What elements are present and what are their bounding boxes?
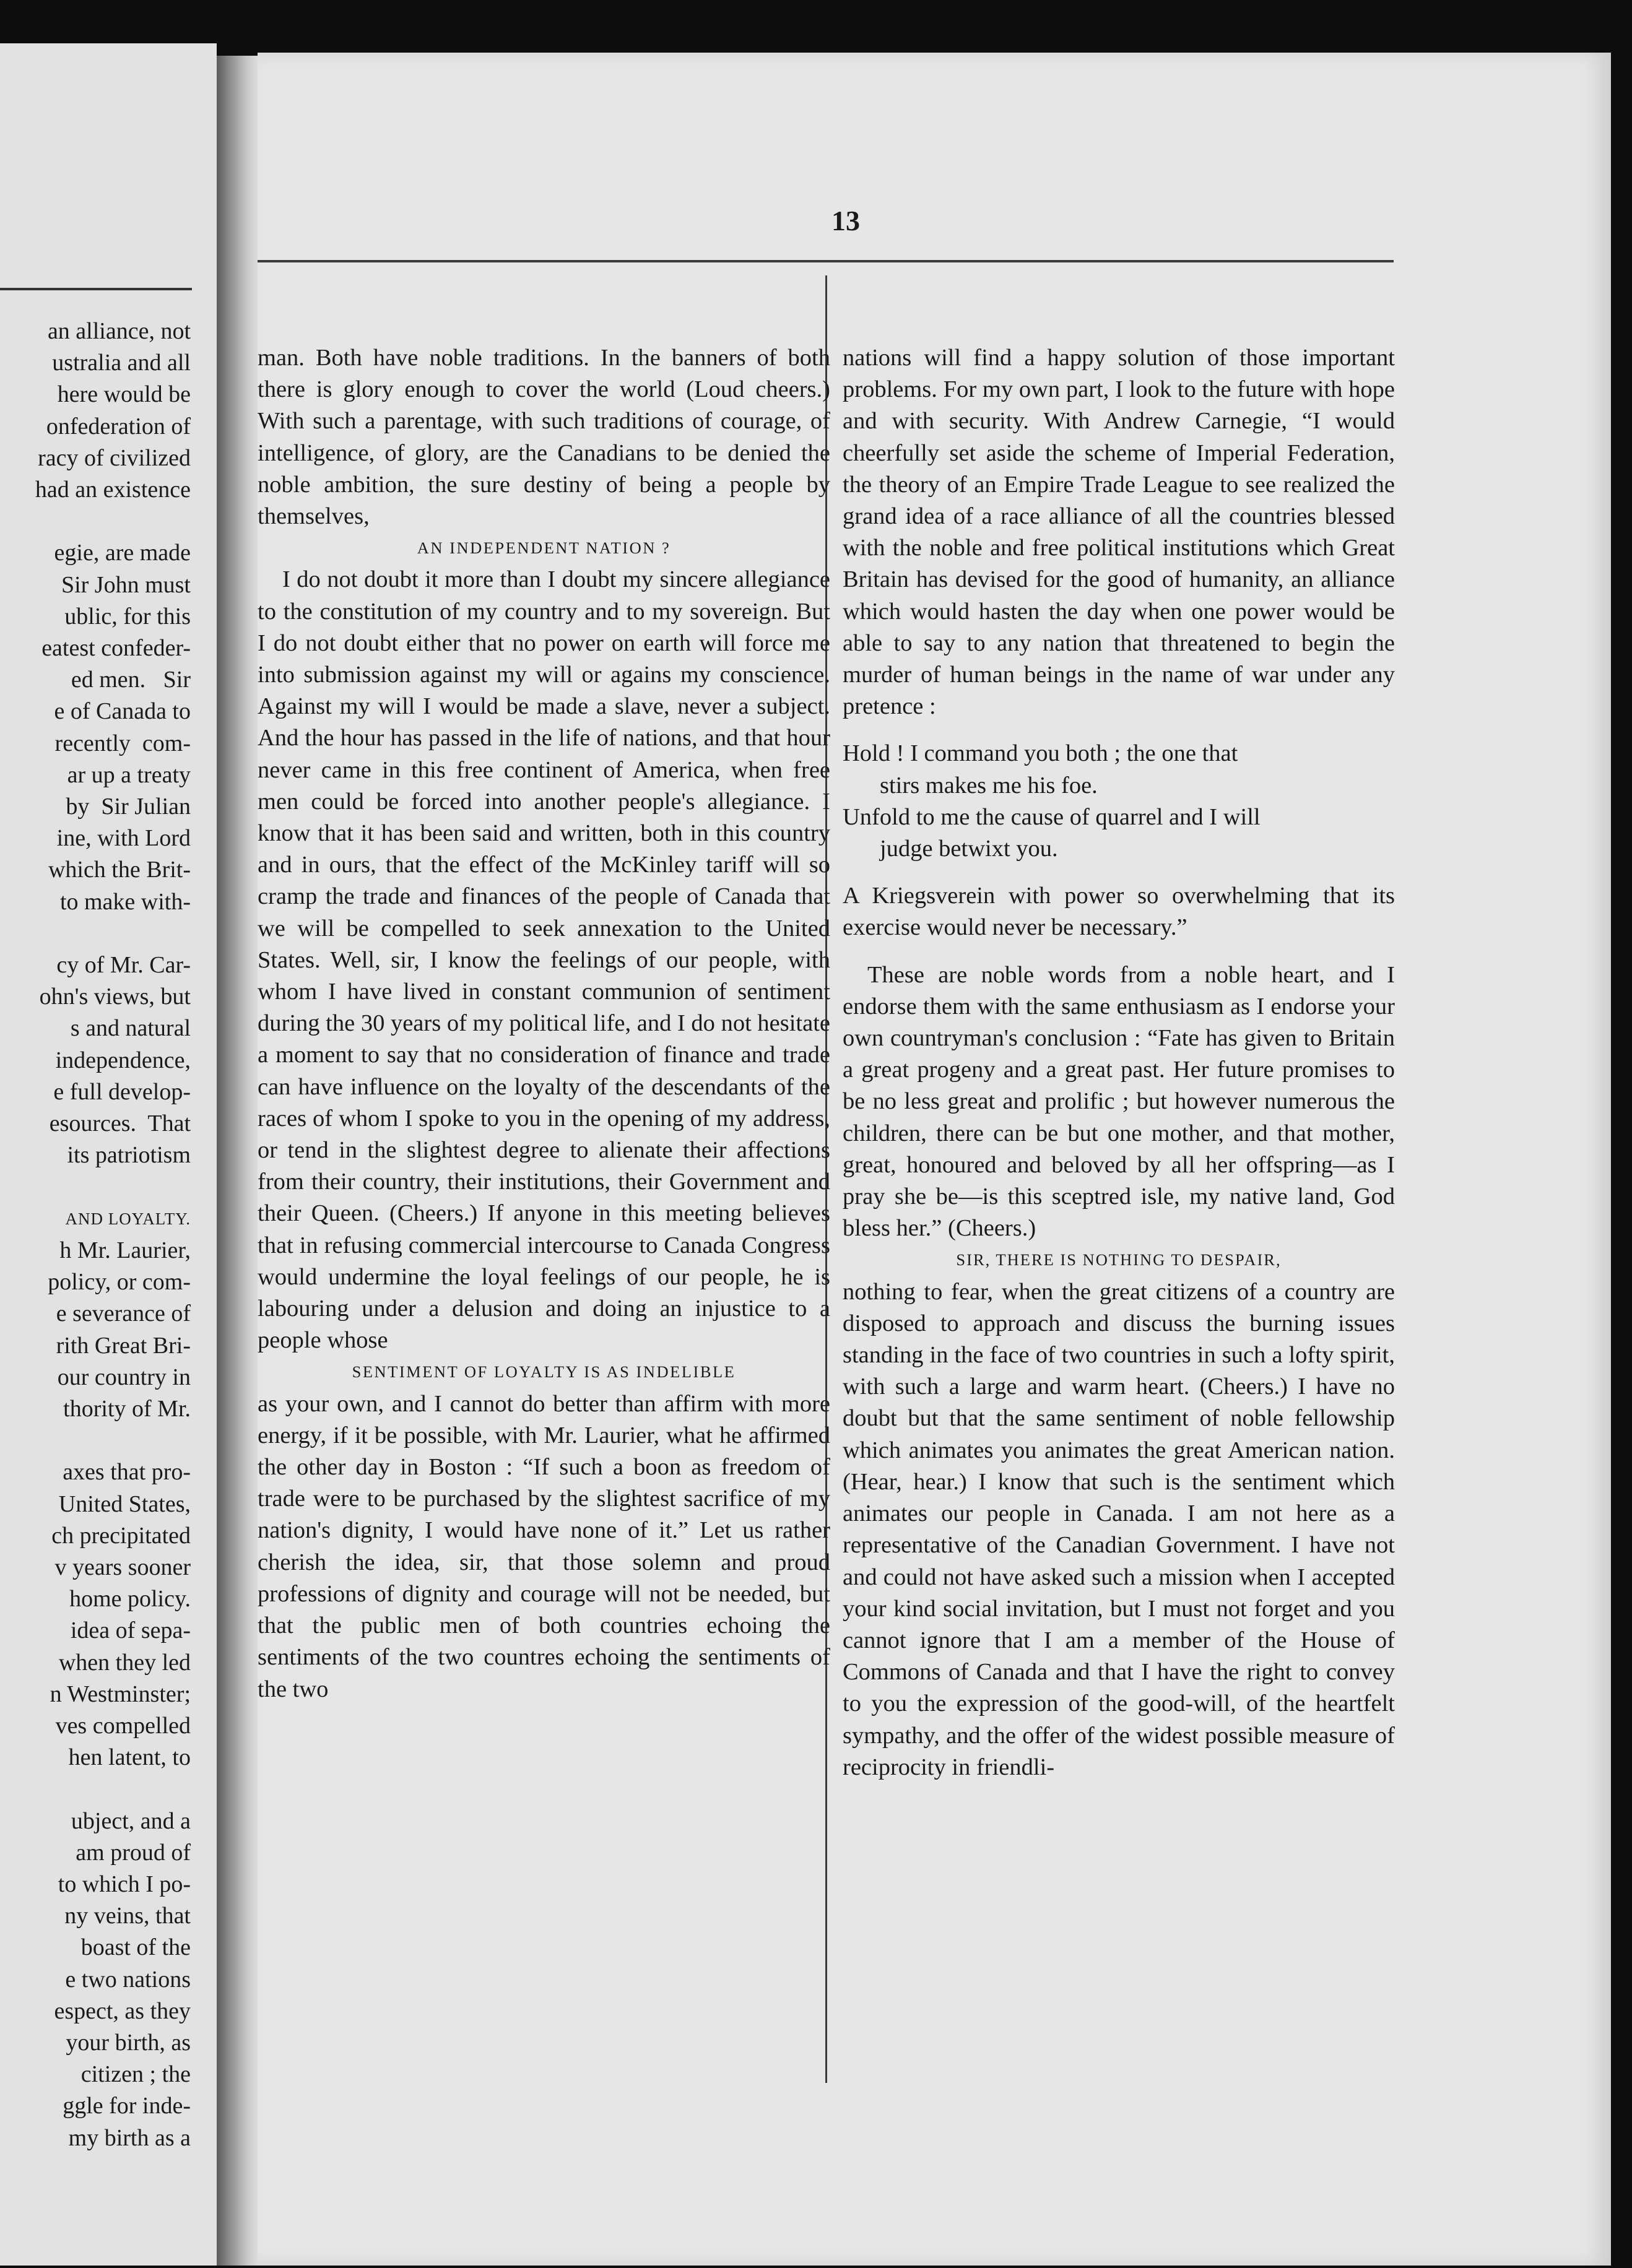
paragraph: These are noble words from a noble heart, and I endorse them with the same enthusiasm as I endorse your own countryman's conclusion : “Fate has given to Britain a great progeny and a great past. Her future promises to be no less great and prolific ; but however numerous the children, there can be but one mother, and that mother, great, honoured and beloved by all her offspring—as I pray she be—is this sceptred isle, my native land, God bless her.” (Cheers.) [843,961,1395,1242]
previous-page-line: to which I po- [58,1871,191,1897]
previous-page-line: my birth as a [68,2124,191,2151]
previous-page-line: our country in [57,1364,191,1390]
previous-page-line: AND LOYALTY. [65,1209,191,1228]
previous-page-line: independence, [55,1047,191,1073]
previous-page-line: rith Great Bri- [56,1332,191,1359]
previous-page-line [0,1171,191,1203]
previous-page-line: an alliance, not [47,318,191,344]
previous-page-line [0,918,191,950]
previous-page-line: home policy. [69,1586,191,1612]
previous-page-line: your birth, as [66,2029,191,2056]
previous-page-line: axes that pro- [63,1459,191,1486]
previous-page-line: ustralia and all [52,350,191,376]
verse-line: judge betwixt you. [880,836,1058,862]
verse-line: stirs makes me his foe. [880,772,1098,799]
header-rule [258,260,1394,262]
paragraph: A Kriegsverein with power so overwhelming that its exercise would never be necessary.” [843,883,1395,941]
previous-page-line: thority of Mr. [63,1395,191,1422]
right-column [843,342,1395,1783]
previous-page-line: onfederation of [46,413,191,439]
previous-page-line: its patriotism [67,1142,191,1169]
paragraph: nations will find a happy solution of those important problems. For my own part, I look to the future with hope and with security. With Andrew Carnegie, “I would cheerfully set aside the scheme of Imperial Federation, the theory of an Empire Trade League to see realized the grand idea of a race alliance of all the countries blessed with the noble and free political institutions which Great Britain has devised for the good of humanity, an alliance which would hasten the day when one power would be able to say to any nation that threatened to begin the murder of human beings in the name of war under any pretence : [843,345,1395,720]
previous-page-line: idea of sepa- [70,1617,191,1644]
previous-page-line: cy of Mr. Car- [56,952,191,979]
previous-page-line: ar up a treaty [67,761,191,788]
previous-page-line: e severance of [56,1301,191,1327]
previous-page-line: esources. That [49,1110,191,1137]
paragraph: I do not doubt it more than I doubt my sincere allegiance to the constitution of my country and to my sovereign. But I do not doubt either that no power on earth will force me into submission against my will or agains my conscience. Against my will I would be made a slave, never a subject. And the hour has passed in the life of nations, and that hour never came in this free continent of America, when free men could be forced into another people's allegiance. I know that it has been said and written, both in this country and in ours, that the effect of the McKinley tariff will so cramp the trade and finances of the people of Canada that we will be compelled to seek annexation to the United States. Well, sir, I know the feelings of our people, with whom I have lived in constant communion of sentiment during the 30 years of my political life, and I do not hesitate a moment to say that no consideration of finance and trade can have influence on the loyalty of the descendants of the races of whom I spoke to you in the opening of my address, or tend in the slightest degree to alienate their affections from their country, their institutions, their Government and their Queen. (Cheers.) If anyone in this meeting believes that in refusing commercial intercourse to Canada Congress would undermine the loyal feelings of our people, he is labouring under a delusion and doing an injustice to a people whose [258,566,830,1354]
previous-page-line: ny veins, that [64,1903,191,1929]
previous-page-line: had an existence [35,477,191,503]
previous-page-line: ine, with Lord [56,825,191,852]
previous-page-line: egie, are made [54,540,191,566]
book-gutter [217,56,258,2266]
previous-page-line: espect, as they [54,1997,191,2024]
previous-page-line: ohn's views, but [39,984,191,1010]
previous-page-line: ublic, for this [64,603,191,630]
verse-quote [843,738,1395,865]
previous-page-line: Sir John must [61,571,191,598]
previous-page-line: e two nations [65,1966,191,1993]
previous-page-line: e full develop- [53,1078,191,1105]
previous-page-line: when they led [58,1649,191,1676]
section-heading: SENTIMENT OF LOYALTY IS AS INDELIBLE [352,1362,736,1382]
previous-page-line [0,1773,191,1805]
previous-page-line: am proud of [76,1839,191,1866]
previous-page-line: ubject, and a [71,1807,191,1834]
paragraph: nothing to fear, when the great citizens of a country are disposed to approach and discuss the burning issues standing in the face of two countries in such a lofty spirit, with such a large and warm heart. (Cheers.) I have no doubt but that the same sentiment of noble fellowship which animates you animates the great American nation. (Hear, hear.) I know that such is the sentiment which animates our people in Canada. I am not here as a representative of the Canadian Government. I have not and could not have asked such a mission when I accepted your kind social invitation, but I must not forget and you cannot ignore that I am a member of the House of Commons of Canada and that I have the right to convey to you the expression of the good-will, of the heartfelt sympathy, and the offer of the widest possible measure of reciprocity in friendli- [843,1278,1395,1780]
previous-page-line: racy of civilized [38,444,191,471]
paragraph: as your own, and I cannot do better than affirm with more energy, if it be possible, with Mr. Laurier, what he affirmed the other day in Boston : “If such a boon as freedom of trade were to be purchased by the slightest sacrifice of my nation's dignity, I would have none of it.” Let us rather cherish the idea, sir, that those solemn and proud professions of dignity and courage will not be needed, but that the public men of both countries echoing the sentiments of the two countres echoing the sentiments of the two [258,1390,830,1702]
previous-page-line: by Sir Julian [66,794,191,820]
section-heading: AN INDEPENDENT NATION ? [417,539,671,558]
previous-page-line: ch precipitated [51,1522,191,1549]
previous-page-line: boast of the [80,1934,191,1961]
previous-page-line: n Westminster; [50,1681,191,1707]
previous-page-line: which the Brit- [48,857,191,883]
previous-page-line: to make with- [59,888,191,915]
paragraph: man. Both have noble traditions. In the banners of both there is glory enough to cover the world (Loud cheers.) With such a parentage, with such traditions of courage, of intelligence, of glory, are the Canadians to be denied the noble ambition, the sure destiny of being a people by themselves, [258,345,830,530]
previous-page-line: ggle for inde- [63,2093,191,2119]
page [258,53,1611,2266]
previous-page-line: citizen ; the [80,2061,191,2088]
previous-page-line: s and natural [70,1015,191,1042]
left-column [258,342,830,1705]
previous-page-rule [0,288,192,290]
verse-line: Hold ! I command you both ; the one that [843,740,1238,767]
previous-page-line: policy, or com- [48,1269,191,1296]
previous-page-line: e of Canada to [54,698,191,725]
previous-page-line: here would be [57,381,191,408]
previous-page-line: h Mr. Laurier, [59,1237,191,1263]
page-number: 13 [831,205,860,236]
previous-page-line: hen latent, to [68,1744,191,1771]
previous-page-line: ed men. Sir [71,667,191,693]
previous-page-line: recently com- [54,730,191,756]
previous-page-line: ves compelled [55,1712,191,1739]
previous-page-line [0,1425,191,1456]
previous-page-line: United States, [58,1491,191,1517]
previous-page-edge [0,43,217,2266]
section-heading: SIR, THERE IS NOTHING TO DESPAIR, [956,1250,1282,1270]
previous-page-line: eatest confeder- [41,635,191,662]
previous-page-text [0,316,191,2154]
previous-page-line [0,506,191,537]
previous-page-line: v years sooner [54,1554,191,1580]
verse-line: Unfold to me the cause of quarrel and I will [843,803,1261,830]
